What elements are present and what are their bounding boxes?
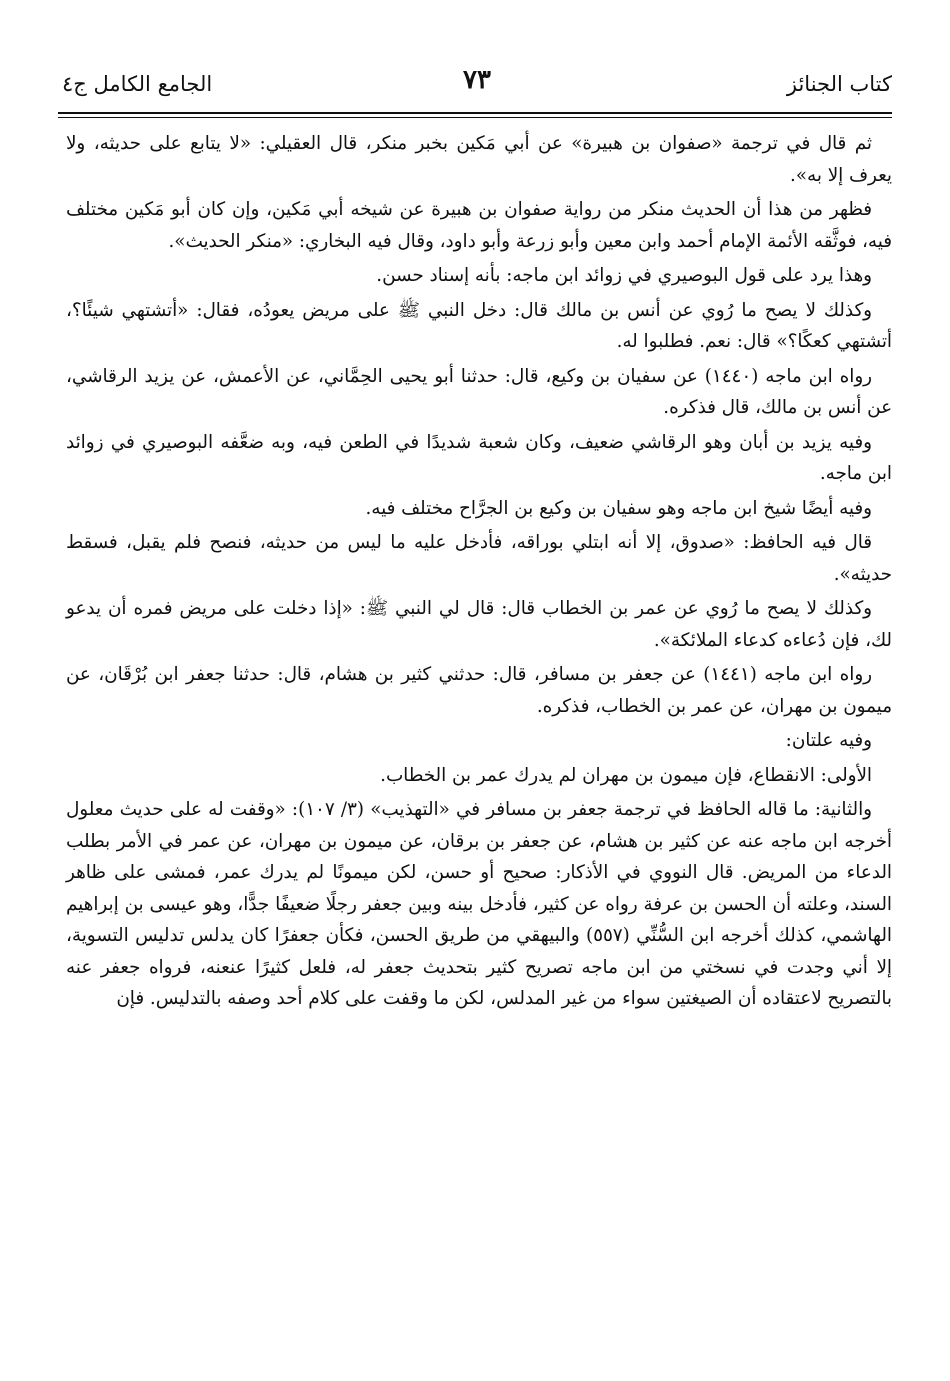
book-title: الجامع الكامل ج٤ — [62, 72, 213, 96]
paragraph: والثانية: ما قاله الحافظ في ترجمة جعفر بن مسافر في «التهذيب» (٣/ ١٠٧): «وقفت له على حديث معلول أخرجه ابن ماجه عنه عن كثير بن هشام، عن جعفر بن برقان، عن ميمون بن مهران، عن عمر في الأمر بطلب الدعاء من المريض. قال النووي في الأذكار: صحيح أو حسن، لكن ميمونًا لم يدرك عمر، فمشى على ظاهر السند، وعلته أن الحسن بن عرفة رواه عن كثير، فأدخل بينه وبين جعفر رجلًا ضعيفًا جدًّا، وهو عيسى بن إبراهيم الهاشمي، كذلك أخرجه ابن السُّنِّي (٥٥٧) والبيهقي من طريق الحسن، فكأن جعفرًا كان يدلس تدليس التسوية، إلا أني وجدت في نسختي من ابن ماجه تصريح كثير بتحديث جعفر له، فلعل كثيرًا عنعنه، فرواه جعفر عنه بالتصريح لاعتقاده أن الصيغتين سواء من غير المدلس، لكن ما وقفت على كلام أحد وصفه بالتدليس. فإن — [66, 799, 893, 1009]
paragraph: وفيه أيضًا شيخ ابن ماجه وهو سفيان بن وكيع بن الجرَّاح مختلف فيه. — [365, 497, 872, 519]
header-rule-thin — [58, 117, 892, 118]
paragraph: رواه ابن ماجه (١٤٤٠) عن سفيان بن وكيع، قال: حدثنا أبو يحيى الحِمَّاني، عن الأعمش، عن يزيد الرقاشي، عن أنس بن مالك، قال فذكره. — [66, 365, 892, 418]
chapter-title: كتاب الجنائز — [786, 72, 892, 96]
paragraph: قال فيه الحافظ: «صدوق، إلا أنه ابتلي بوراقه، فأدخل عليه ما ليس من حديثه، فنصح فلم يقبل، فسقط حديثه». — [66, 532, 892, 585]
page-body — [66, 128, 892, 1018]
page-header — [62, 64, 892, 108]
paragraph: وكذلك لا يصح ما رُوي عن عمر بن الخطاب قال: قال لي النبي ﷺ: «إذا دخلت على مريض فمره أن يدعو لك، فإن دُعاءه كدعاء الملائكة». — [66, 598, 892, 651]
page-number: ٧٣ — [463, 65, 491, 95]
paragraph: وفيه علتان: — [785, 730, 872, 751]
paragraph: رواه ابن ماجه (١٤٤١) عن جعفر بن مسافر، قال: حدثني كثير بن هشام، قال: حدثنا جعفر ابن بُرْقَان، عن ميمون بن مهران، عن عمر بن الخطاب، فذكره. — [66, 664, 892, 717]
paragraph: ثم قال في ترجمة «صفوان بن هبيرة» عن أبي مَكين بخبر منكر، قال العقيلي: «لا يتابع على حديثه، ولا يعرف إلا به». — [66, 133, 892, 186]
paragraph: وفيه يزيد بن أبان وهو الرقاشي ضعيف، وكان شعبة شديدًا في الطعن فيه، وبه ضعَّفه البوصيري في زوائد ابن ماجه. — [66, 431, 892, 484]
paragraph: الأولى: الانقطاع، فإن ميمون بن مهران لم يدرك عمر بن الخطاب. — [380, 764, 872, 786]
paragraph: وهذا يرد على قول البوصيري في زوائد ابن ماجه: بأنه إسناد حسن. — [376, 265, 872, 286]
header-rule — [58, 112, 892, 114]
paragraph: وكذلك لا يصح ما رُوي عن أنس بن مالك قال: دخل النبي ﷺ على مريض يعودُه، فقال: «أتشتهي شيئًا؟، أتشتهي كعكًا؟» قال: نعم. فطلبوا له. — [66, 299, 892, 352]
paragraph: فظهر من هذا أن الحديث منكر من رواية صفوان بن هبيرة عن شيخه أبي مَكين، وإن كان أبو مَكين مختلف فيه، فوثَّقه الأئمة الإمام أحمد وابن معين وأبو زرعة وأبو داود، وقال فيه البخاري: «منكر الحديث». — [66, 199, 892, 252]
